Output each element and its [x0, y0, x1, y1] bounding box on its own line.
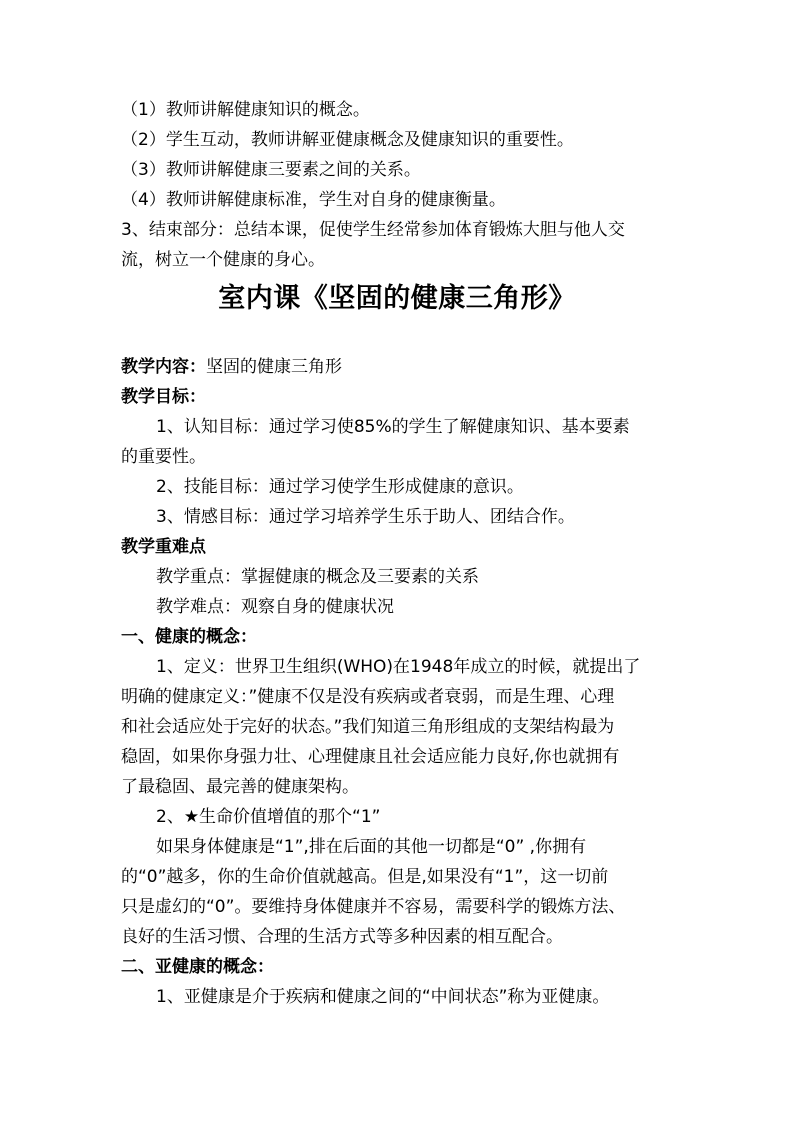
life-value-line-1: 如果身体健康是“1”,排在后面的其他一切都是“0” ,你拥有: [156, 837, 587, 857]
content-row: [121, 356, 342, 378]
goal-cognitive-line-2: 的重要性。: [121, 447, 206, 467]
section-2-heading: 二、亚健康的概念：: [121, 957, 274, 977]
content-label: 教学内容：: [121, 357, 206, 377]
difficult-point: 教学难点：观察自身的健康状况: [156, 597, 394, 617]
definition-line-2: 明确的健康定义：”健康不仅是没有疾病或者衰弱，而是生理、心理: [121, 687, 615, 707]
lesson-title: 室内课《坚固的健康三角形》: [218, 283, 576, 314]
section-1-heading: 一、健康的概念：: [121, 627, 257, 647]
closing-part-line-1: 3、结束部分：总结本课，促使学生经常参加体育锻炼大胆与他人交: [121, 220, 625, 240]
closing-part-line-2: 流，树立一个健康的身心。: [121, 250, 325, 270]
life-value-line-4: 良好的生活习惯、合理的生活方式等多种因素的相互配合。: [121, 927, 563, 947]
goal-emotion: 3、情感目标：通过学习培养学生乐于助人、团结合作。: [156, 507, 575, 527]
life-value-line-2: 的“0”越多，你的生命价值就越高。但是,如果没有“1”，这一切前: [121, 867, 609, 887]
goal-skill: 2、技能目标：通过学习使学生形成健康的意识。: [156, 477, 524, 497]
definition-line-3: 和社会适应处于完好的状态。”我们知道三角形组成的支架结构最为: [121, 717, 615, 737]
definition-line-1: 1、定义：世界卫生组织(WHO)在1948年成立的时候，就提出了: [156, 657, 641, 677]
lesson-step-4: （4）教师讲解健康标准，学生对自身的健康衡量。: [121, 190, 506, 210]
definition-line-4: 稳固，如果你身强力壮、心理健康且社会适应能力良好,你也就拥有: [121, 747, 620, 767]
key-point: 教学重点：掌握健康的概念及三要素的关系: [156, 567, 479, 587]
subhealth-definition: 1、亚健康是介于疾病和健康之间的“中间状态”称为亚健康。: [156, 987, 610, 1007]
keypoints-heading: 教学重难点: [121, 537, 206, 557]
life-value-heading: 2、★生命价值增值的那个“1”: [156, 807, 381, 827]
content-value: 坚固的健康三角形: [206, 357, 342, 377]
life-value-line-3: 只是虚幻的“0”。要维持身体健康并不容易，需要科学的锻炼方法、: [121, 897, 626, 917]
goals-heading: 教学目标：: [121, 387, 206, 407]
lesson-step-2: （2）学生互动，教师讲解亚健康概念及健康知识的重要性。: [121, 130, 574, 150]
lesson-step-1: （1）教师讲解健康知识的概念。: [121, 100, 370, 120]
lesson-step-3: （3）教师讲解健康三要素之间的关系。: [121, 160, 421, 180]
definition-line-5: 了最稳固、最完善的健康架构。: [121, 777, 359, 797]
goal-cognitive-line-1: 1、认知目标：通过学习使85%的学生了解健康知识、基本要素: [156, 417, 630, 437]
